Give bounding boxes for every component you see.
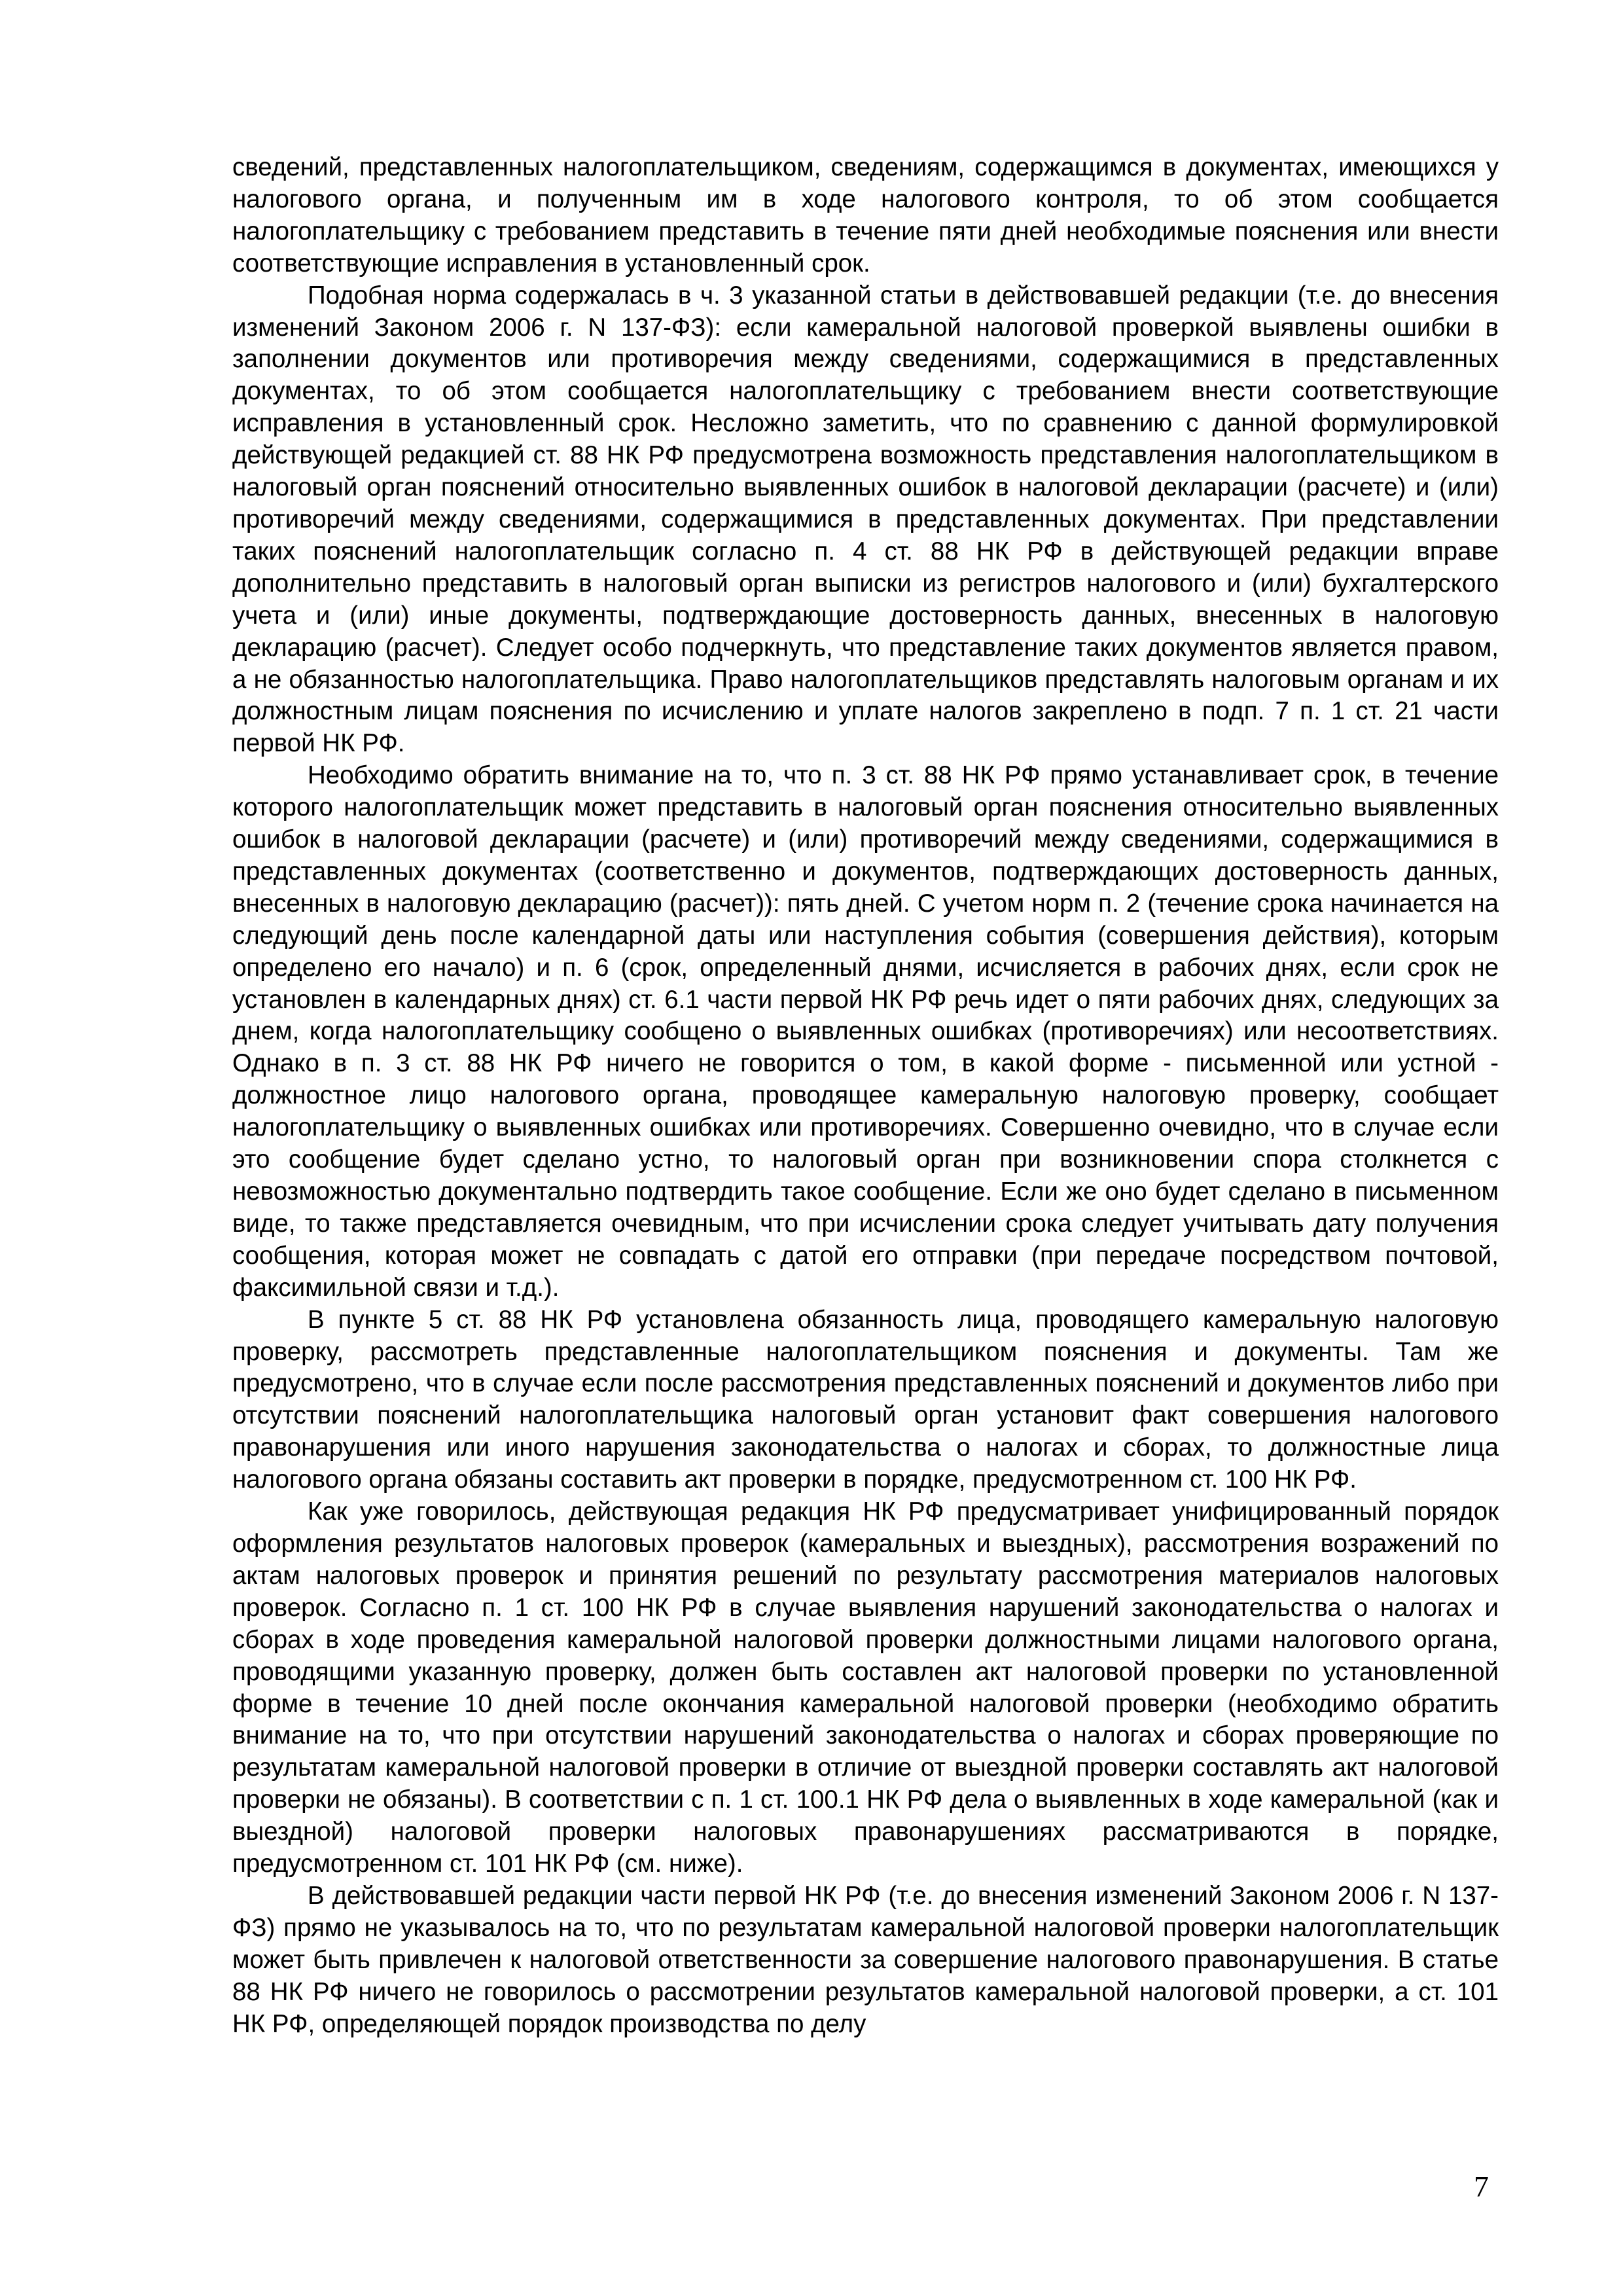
paragraph-4: В пункте 5 ст. 88 НК РФ установлена обязанность лица, проводящего камеральную налоговую проверку, рассмотреть представленные налогоплательщиком пояснения и документы. Там же предусмотрено, что в случае если после рассмотрения представленных пояснений и документов либо при отсутствии пояснений налогоплательщика налоговый орган установит факт совершения налогового правонарушения или иного нарушения законодательства о налогах и сборах, то должностные лица налогового органа обязаны составить акт проверки в порядке, предусмотренном ст. 100 НК РФ. — [232, 1305, 1499, 1494]
paragraph-6: В действовавшей редакции части первой НК РФ (т.е. до внесения изменений Законом 2006 г. N 137-ФЗ) прямо не указывалось на то, что по результатам камеральной налоговой проверки налогоплательщик может быть привлечен к налоговой ответственности за совершение налогового правонарушения. В статье 88 НК РФ ничего не говорилось о рассмотрении результатов камеральной налоговой проверки, а ст. 101 НК РФ, определяющей порядок производства по делу — [232, 1881, 1499, 2038]
body-text — [232, 152, 1499, 2040]
paragraph-5: Как уже говорилось, действующая редакция НК РФ предусматривает унифицированный порядок оформления результатов налоговых проверок (камеральных и выездных), рассмотрения возражений по актам налоговых проверок и принятия решений по результату рассмотрения материалов налоговых проверок. Согласно п. 1 ст. 100 НК РФ в случае выявления нарушений законодательства о налогах и сборах в ходе проведения камеральной налоговой проверки должностными лицами налогового органа, проводящими указанную проверку, должен быть составлен акт налоговой проверки по установленной форме в течение 10 дней после окончания камеральной налоговой проверки (необходимо обратить внимание на то, что при отсутствии нарушений законодательства о налогах и сборах проверяющие по результатам камеральной налоговой проверки в отличие от выездной проверки составлять акт налоговой проверки не обязаны). В соответствии с п. 1 ст. 100.1 НК РФ дела о выявленных в ходе камеральной (как и выездной) налоговой проверки налоговых правонарушениях рассматриваются в порядке, предусмотренном ст. 101 НК РФ (см. ниже). — [232, 1498, 1499, 1878]
paragraph-1-continuation: сведений, представленных налогоплательщиком, сведениям, содержащимся в документах, имеющихся у налогового органа, и полученным им в ходе налогового контроля, то об этом сообщается налогоплательщику с требованием представить в течение пяти дней необходимые пояснения или внести соответствующие исправления в установленный срок. — [232, 153, 1499, 278]
page-number: 7 — [1474, 2170, 1489, 2203]
paragraph-2: Подобная норма содержалась в ч. 3 указанной статьи в действовавшей редакции (т.е. до внесения изменений Законом 2006 г. N 137-ФЗ): если камеральной налоговой проверкой выявлены ошибки в заполнении документов или противоречия между сведениями, содержащимися в представленных документах, то об этом сообщается налогоплательщику с требованием внести соответствующие исправления в установленный срок. Несложно заметить, что по сравнению с данной формулировкой действующей редакцией ст. 88 НК РФ предусмотрена возможность представления налогоплательщиком в налоговый орган пояснений относительно выявленных ошибок в налоговой декларации (расчете) и (или) противоречий между сведениями, содержащимися в представленных документах. При представлении таких пояснений налогоплательщик согласно п. 4 ст. 88 НК РФ в действующей редакции вправе дополнительно представить в налоговый орган выписки из регистров налогового и (или) бухгалтерского учета и (или) иные документы, подтверждающие достоверность данных, внесенных в налоговую декларацию (расчет). Следует особо подчеркнуть, что представление таких документов является правом, а не обязанностью налогоплательщика. Право налогоплательщиков представлять налоговым органам и их должностным лицам пояснения по исчислению и уплате налогов закреплено в подп. 7 п. 1 ст. 21 части первой НК РФ. — [232, 281, 1499, 758]
paragraph-3: Необходимо обратить внимание на то, что п. 3 ст. 88 НК РФ прямо устанавливает срок, в течение которого налогоплательщик может представить в налоговый орган пояснения относительно выявленных ошибок в налоговой декларации (расчете) и (или) противоречий между сведениями, содержащимися в представленных документах (соответственно и документов, подтверждающих достоверность данных, внесенных в налоговую декларацию (расчет)): пять дней. С учетом норм п. 2 (течение срока начинается на следующий день после календарной даты или наступления события (совершения действия), которым определено его начало) и п. 6 (срок, определенный днями, исчисляется в рабочих днях, если срок не установлен в календарных днях) ст. 6.1 части первой НК РФ речь идет о пяти рабочих днях, следующих за днем, когда налогоплательщику сообщено о выявленных ошибках (противоречиях) или несоответствиях. Однако в п. 3 ст. 88 НК РФ ничего не говорится о том, в какой форме - письменной или устной - должностное лицо налогового органа, проводящее камеральную налоговую проверку, сообщает налогоплательщику о выявленных ошибках или противоречиях. Совершенно очевидно, что в случае если это сообщение будет сделано устно, то налоговый орган при возникновении спора столкнется с невозможностью документально подтвердить такое сообщение. Если же оно будет сделано в письменном виде, то также представляется очевидным, что при исчислении срока следует учитывать дату получения сообщения, которая может не совпадать с датой его отправки (при передаче посредством почтовой, факсимильной связи и т.д.). — [232, 761, 1499, 1302]
